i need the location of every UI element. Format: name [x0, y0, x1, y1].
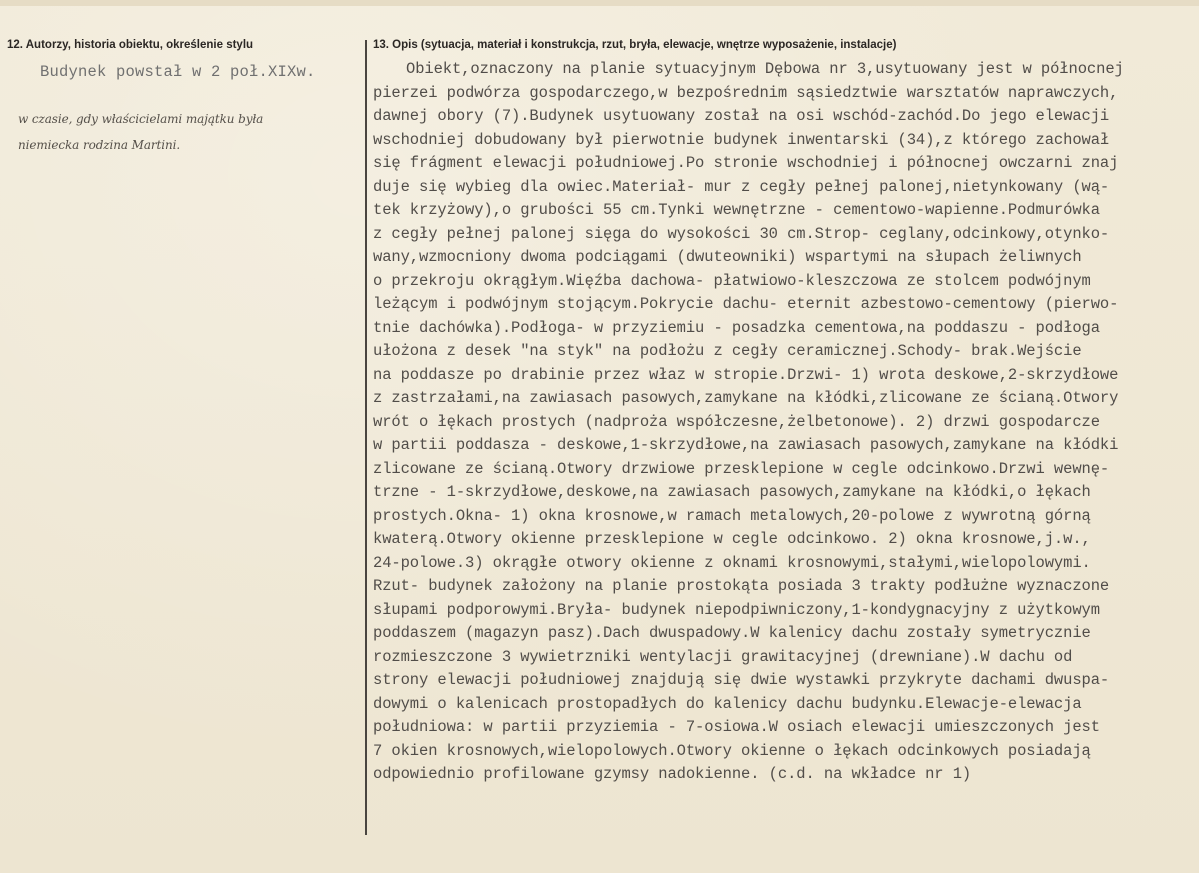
- description-line: na poddasze po drabinie przez właz w stropie.Drzwi- 1) wrota deskowe,2-skrzydłowe: [373, 365, 1119, 384]
- description-line: tek krzyżowy),o grubości 55 cm.Tynki wewnętrzne - cementowo-wapienne.Podmurówka: [373, 201, 1100, 219]
- description-line: słupami podporowymi.Bryła- budynek niepodpiwniczony,1-kondygnacyjny z użytkowym: [373, 600, 1100, 619]
- description-line: południowa: w partii przyziemia - 7-osiowa.W osiach elewacji umieszczonych jest: [373, 718, 1100, 736]
- description-line: kwaterą.Otwory okienne przesklepione w cegle odcinkowo. 2) okna krosnowe,j.w.,: [373, 530, 1091, 548]
- description-line: trzne - 1-skrzydłowe,deskowe,na zawiasach pasowych,zamykane na kłódki,o łękach: [373, 483, 1091, 501]
- description-line: wrót o łękach prostych (nadproża współczesne,żelbetonowe). 2) drzwi gospodarcze: [373, 412, 1100, 431]
- description-line: poddaszem (magazyn pasz).Dach dwuspadowy.W kalenicy dachu zostały symetrycznie: [373, 624, 1091, 642]
- description-line: Obiekt,oznaczony na planie sytuacyjnym Dębowa nr 3,usytuowany jest w północnej: [406, 60, 1124, 78]
- column-divider: [365, 40, 367, 835]
- history-handwritten-line: niemiecka rodzina Martini.: [18, 138, 181, 152]
- description-line: wany,wzmocniony dwoma podciągami (dwuteowniki) wspartymi na słupach żeliwnych: [373, 248, 1082, 266]
- description-line: duje się wybieg dla owiec.Materiał- mur z cegły pełnej palonej,nietynkowany (wą-: [373, 177, 1110, 196]
- description-line: rozmieszczone 3 wywietrzniki wentylacji grawitacyjnej (drewniane).W dachu od: [373, 647, 1073, 666]
- description-line: wschodniej dobudowany był pierwotnie budynek inwentarski (34),z którego zachował: [373, 130, 1110, 149]
- description-text-block: [373, 58, 1199, 787]
- description-line: dowymi o kalenicach prostopadłych do kalenicy dachu budynku.Elewacje-elewacja: [373, 694, 1082, 713]
- description-line: pierzei podwórza gospodarczego,w bezpośrednim sąsiedztwie warsztatów naprawczych,: [373, 83, 1119, 102]
- page-top-edge: [0, 0, 1199, 6]
- history-typed-line: Budynek powstał w 2 poł.XIXw.: [40, 63, 316, 81]
- description-line: ułożona z desek "na styk" na podłożu z cegły ceramicznej.Schody- brak.Wejście: [373, 342, 1082, 360]
- description-line: w partii poddasza - deskowe,1-skrzydłowe,na zawiasach pasowych,zamykane na kłódki: [373, 436, 1119, 454]
- description-line: tnie dachówka).Podłoga- w przyziemiu - posadzka cementowa,na poddaszu - podłoga: [373, 318, 1100, 337]
- description-line: się frágment elewacji południowej.Po stronie wschodniej i północnej owczarni znaj: [373, 154, 1119, 172]
- description-line: strony elewacji południowej znajdują się dwie wystawki przykryte dachami dwuspa-: [373, 671, 1110, 689]
- description-line: odpowiednio profilowane gzymsy nadokienne. (c.d. na wkładce nr 1): [373, 765, 972, 783]
- description-line: leżącym i podwójnym stojącym.Pokrycie dachu- eternit azbestowo-cementowy (pierwo-: [373, 295, 1119, 313]
- description-line: zlicowane ze ścianą.Otwory drzwiowe przesklepione w cegle odcinkowo.Drzwi wewnę-: [373, 459, 1110, 478]
- description-line: z cegły pełnej palonej sięga do wysokości 30 cm.Strop- ceglany,odcinkowy,otynko-: [373, 224, 1110, 243]
- history-handwritten-line: w czasie, gdy właścicielami majątku była: [18, 112, 264, 126]
- description-line: o przekroju okrągłym.Więźba dachowa- płatwiowo-kleszczowa ze stolcem podwójnym: [373, 271, 1091, 290]
- section-13-heading: 13. Opis (sytuacja, materiał i konstrukcja, rzut, bryła, elewacje, wnętrze wyposażenie, instalacje): [373, 39, 897, 51]
- description-line: Rzut- budynek założony na planie prostokąta posiada 3 trakty podłużne wyznaczone: [373, 577, 1110, 595]
- description-line: z zastrzałami,na zawiasach pasowych,zamykane na kłódki,zlicowane ze ścianą.Otwory: [373, 389, 1119, 407]
- description-line: 7 okien krosnowych,wielopolowych.Otwory okienne o łękach odcinkowych posiadają: [373, 741, 1091, 760]
- description-line: dawnej obory (7).Budynek usytuowany został na osi wschód-zachód.Do jego elewacji: [373, 107, 1110, 125]
- description-line: 24-polowe.3) okrągłe otwory okienne z oknami krosnowymi,stałymi,wielopolowymi.: [373, 553, 1091, 572]
- section-12-heading: 12. Autorzy, historia obiektu, określenie stylu: [7, 39, 254, 51]
- description-line: prostych.Okna- 1) okna krosnowe,w ramach metalowych,20-polowe z wywrotną górną: [373, 506, 1091, 525]
